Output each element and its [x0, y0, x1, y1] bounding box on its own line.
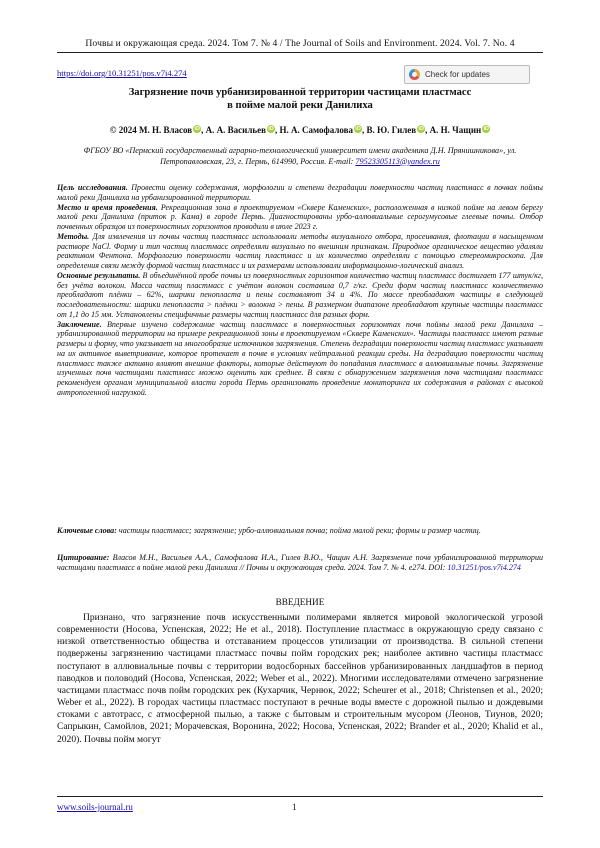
- orcid-icon[interactable]: iD: [483, 126, 489, 132]
- orcid-icon[interactable]: iD: [355, 126, 361, 132]
- author-list: © 2024 М. Н. Власов iD, А. А. Васильев iD, Н. А. Самофалова iD, В. Ю. Гилев iD, А. Н. Чащин iD: [109, 125, 489, 135]
- intro-paragraph: Признано, что загрязнение почв искусственными полимерами является мировой экологической угрозой современности (Носова, Успенская, 2022; He et al., 2018). Поступление пластмасс в окружающую среду связано с низкой ответственностью общества и отставанием процессов утилизации от производства. В сильной степени подвержены загрязнению частицами пластмасс почвы пойм городских рек; наиболее активно частицы пластмасс поступают в аллювиальные почвы с территории водосборных бассейнов урбанизированных ландшафтов в период паводков и половодий (Носова, Успенская, 2022; Weber et al., 2022). Многими исследователями отмечено загрязнение частицами пластмасс почв пойм городских рек (Кухарчик, Чернюк, 2022; Scheurer et al., 2018; Christensen et al., 2020; Weber et al., 2022). В городах частицы пластмасс поступают в речные воды вместе с дорожной пылью и дождевыми стоками с автотрасс, с атмосферной пылью, а также с бытовым и строительным мусором (Леонов, Тиунов, 2020; Сапрыкин, Самойлов, 2021; Морачевская, Воронина, 2022; Носова, Успенская, 2022; Brander et al., 2020; Khalid et al., 2020). Почвы пойм могут: [57, 612, 543, 745]
- citation-doi-link[interactable]: 10.31251/pos.v7i4.274: [447, 562, 521, 572]
- author-name: А. Н. Чащин: [429, 125, 482, 135]
- place-text: Рекреационная зона в проектируемом «Сквере Каменских», расположенная в низкой пойме на левом берегу малой реки Данилиха (приток р. Кама) в городе Пермь. Диагностированы урбо-аллювиальные серогумусовые глеевые почвы. Отбор почвенных образцов из поверхностных горизонтов проводили в июле 2023 г.: [57, 202, 544, 231]
- methods-text: Для извлечения из почвы частиц пластмасс использовали методы визуального отбора, просеивания, флотации в насыщенном растворе NaCl. Форму и тип частиц пластмасс определяли визуально по внешним признакам. Природное органическое вещество удаляли реактивом Фентона. Морфологию поверхности частиц пластмасс и их количество определяли с помощью стереомикроскопа. Для определения связи между формой частиц пластмасс и их размерами использовали информационно-логический анализ.: [57, 231, 543, 270]
- crossmark-icon: [409, 69, 420, 80]
- conclusion-label: Заключение.: [57, 319, 102, 329]
- methods-label: Методы.: [57, 231, 90, 241]
- footer-divider: [57, 796, 543, 797]
- email-link[interactable]: 79523305113@yandex.ru: [355, 156, 440, 166]
- keywords-label: Ключевые слова:: [57, 526, 117, 535]
- title-line-2: в пойме малой реки Данилиха: [227, 99, 373, 111]
- abstract-conclusion: [57, 320, 543, 398]
- abstract: [57, 183, 543, 398]
- check-updates-label: Check for updates: [425, 70, 490, 79]
- orcid-icon[interactable]: iD: [268, 126, 274, 132]
- running-header: Почвы и окружающая среда. 2024. Том 7. № 4 / The Journal of Soils and Environment. 2024. Vol. 7. No. 4: [85, 38, 515, 49]
- aim-label: Цель исследования.: [57, 183, 128, 192]
- results-text: В объединённой пробе почвы из поверхностных горизонтов количество частиц пластмасс достигает 177 штук/кг, без учёта волокон. Масса частиц пластмасс с учётом волокон составила 0,7 г/кг. Среди форм частиц пластмасс количественно преобладают плёнки – 62%, шарики пенопласта и пены составляют 34 и 4%. По массе преобладают частицы в следующей последовательности: шарики пенопласта > плёнки > волокна > пены. В размерном диапазоне преобладают крупные частицы пластмасс от 1,1 до 15 мм. Установлены специфичные размеры частиц пластмасс для разных форм.: [57, 270, 543, 319]
- citation-text: Власов М.Н., Васильев А.А., Самофалова И.А., Гилев В.Ю., Чащин А.Н. Загрязнение почв урбанизированной территории частицами пластмасс в пойме малой реки Данилиха // Почвы и окружающая среда. 2024. Том 7. № 4. e274. DOI:: [57, 553, 543, 572]
- results-label: Основные результаты.: [57, 270, 141, 280]
- article-title: [57, 87, 543, 112]
- abstract-place: [57, 203, 543, 232]
- keywords-text: частицы пластмасс; загрязнение; урбо-аллювиальная почва; пойма малой реки; формы и размер частиц.: [118, 526, 481, 535]
- author-name: М. Н. Власов: [138, 125, 193, 135]
- doi-link[interactable]: https://doi.org/10.31251/pos.v7i4.274: [57, 68, 187, 78]
- place-label: Место и время проведения.: [57, 202, 158, 212]
- abstract-methods: [57, 232, 543, 271]
- section-heading: ВВЕДЕНИЕ: [275, 597, 325, 607]
- abstract-results: [57, 271, 543, 320]
- affiliation: [57, 146, 543, 167]
- citation: [57, 553, 543, 573]
- conclusion-text: Впервые изучено содержание частиц пластмасс в поверхностных горизонтах почв поймы малой реки Данилиха – урбанизированной территории на примере рекреационной зоны в проектируемом «Сквере Каменских». Частицы пластмасс имеют разные размеры и форму, что указывает на многообразие источников загрязнения. Степень деградации поверхности частиц пластмасс указывает на их активное выветривание, которое протекает в почве в условиях нейтральной реакции среды. На деградацию поверхности частиц пластмасс также активно влияют внешние факторы, которые действуют до попадания пластмасс в аллювиальные почвы. Загрязнение изученных почв частицами пластмасс можно оценить как среднее. В связи с обнаружением загрязнения почв частицами пластмасс рекомендуем органам муниципальной власти города Пермь организовать проведение мониторинга их содержания в районах с высокой антропогенной нагрузкой.: [57, 319, 544, 397]
- title-line-1: Загрязнение почв урбанизированной территории частицами пластмасс: [128, 87, 472, 98]
- aim-text: Провести оценку содержания, морфологии и степени деградации поверхности частиц пластмасс в почвах поймы малой реки Данилиха на урбанизированной территории.: [57, 183, 544, 202]
- check-for-updates-button[interactable]: [404, 65, 530, 84]
- keywords: [57, 526, 543, 536]
- affiliation-text: ФГБОУ ВО «Пермский государственный аграрно-технологический университет имени академика Д.Н. Прянишникова», ул. Петропавловская, 23, г. Пермь, 614990, Россия. E-mail:: [83, 146, 517, 166]
- author-name: Н. А. Самофалова: [279, 125, 354, 135]
- copyright: © 2024: [109, 125, 137, 135]
- header-divider: [57, 52, 543, 53]
- page-number: 1: [292, 802, 297, 812]
- author-name: В. Ю. Гилев: [366, 125, 417, 135]
- journal-site-link[interactable]: www.soils-journal.ru: [57, 802, 133, 812]
- abstract-aim: [57, 183, 543, 203]
- orcid-icon[interactable]: iD: [418, 126, 424, 132]
- orcid-icon[interactable]: iD: [194, 126, 200, 132]
- author-name: А. А. Васильев: [205, 125, 267, 135]
- citation-label: Цитирование:: [57, 553, 110, 562]
